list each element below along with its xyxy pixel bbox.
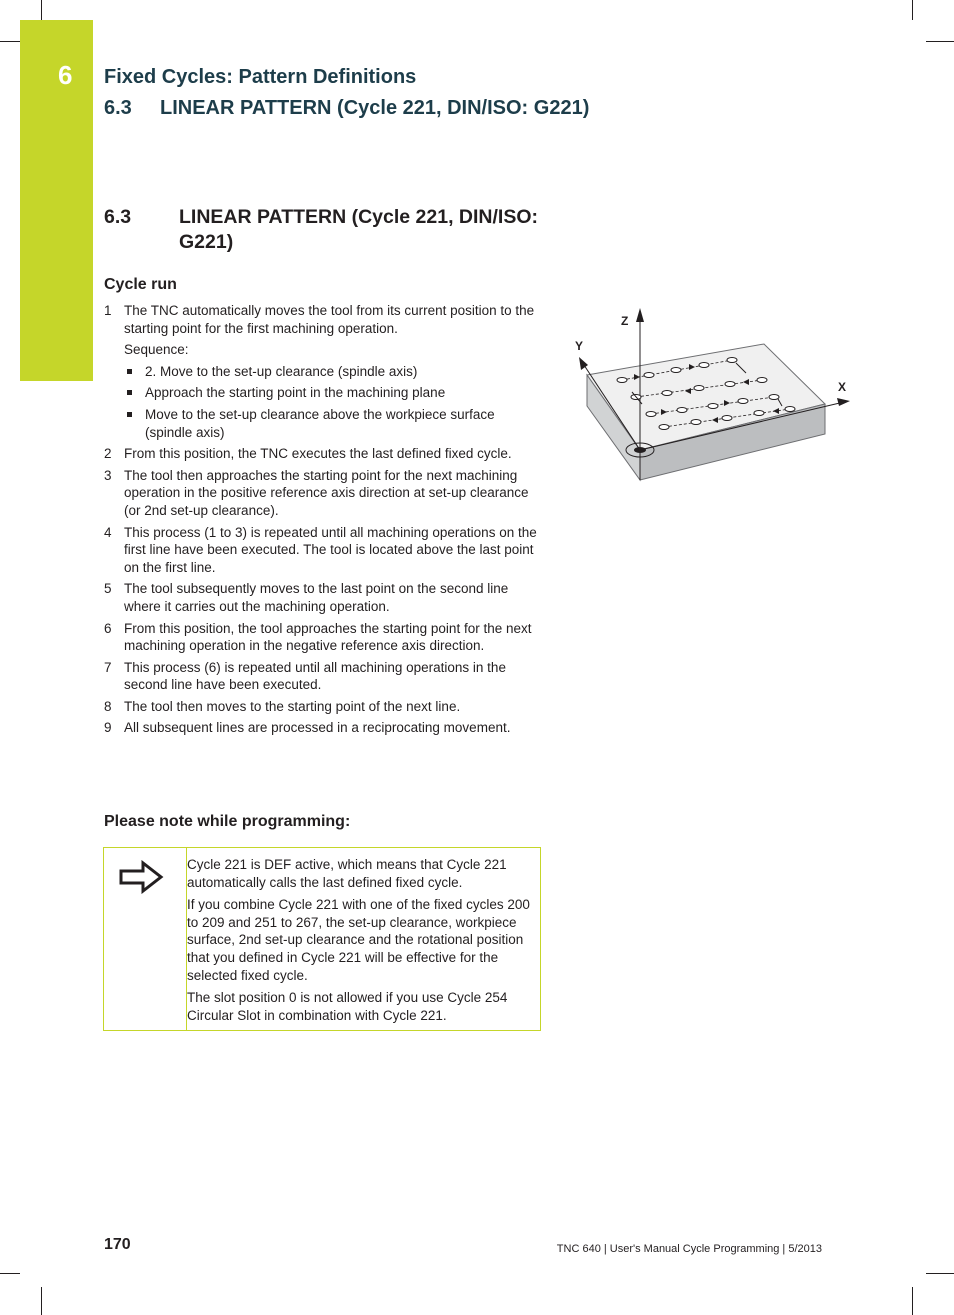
sequence-list — [124, 363, 540, 441]
sequence-label: Sequence: — [124, 342, 189, 358]
page-number: 170 — [104, 1236, 131, 1253]
step-text: The tool then approaches the starting point for the next machining operation in the positive reference axis direction at set-up clearance (or 2nd set-up clearance). — [124, 467, 529, 518]
step-text: From this position, the tool approaches the starting point for the next machining operation in the negative reference axis direction. — [124, 620, 532, 654]
note-text — [187, 856, 532, 1029]
crop-mark — [926, 41, 954, 42]
note-box — [103, 847, 541, 1031]
list-item — [104, 719, 540, 737]
crop-mark — [0, 41, 20, 42]
crop-mark — [926, 1273, 954, 1274]
step-number: 7 — [104, 659, 112, 675]
list-item — [104, 698, 540, 716]
axis-label-z: Z — [621, 314, 629, 328]
cycle-run-steps — [104, 302, 540, 741]
note-heading: Please note while programming: — [104, 813, 351, 830]
step-number: 3 — [104, 467, 112, 483]
axis-label-y: Y — [575, 339, 584, 353]
step-number: 9 — [104, 720, 112, 736]
crop-mark — [41, 1287, 42, 1315]
step-number: 1 — [104, 303, 112, 318]
step-text: This process (6) is repeated until all machining operations in the second line have been executed. — [124, 659, 506, 693]
list-item — [104, 467, 540, 520]
crop-mark — [912, 0, 913, 20]
step-number: 8 — [104, 698, 112, 714]
list-item — [104, 524, 540, 577]
step-number: 5 — [104, 581, 112, 597]
step-text: From this position, the TNC executes the last defined fixed cycle. — [124, 446, 512, 462]
running-header-section-title: LINEAR PATTERN (Cycle 221, DIN/ISO: G221) — [160, 97, 590, 119]
crop-mark — [0, 1273, 20, 1274]
list-item — [104, 302, 540, 441]
note-paragraph: Cycle 221 is DEF active, which means that Cycle 221 automatically calls the last defined fixed cycle. — [187, 857, 507, 890]
cycle-run-heading: Cycle run — [104, 276, 177, 293]
step-text: The tool then moves to the starting point of the next line. — [124, 698, 461, 714]
step-text: The tool subsequently moves to the last point on the second line where it carries out the machining operation. — [124, 581, 509, 614]
linear-pattern-diagram — [560, 300, 860, 490]
list-item — [104, 580, 540, 615]
z-axis-arrowhead — [636, 308, 644, 322]
step-text: All subsequent lines are processed in a reciprocating movement. — [124, 720, 511, 736]
x-axis-arrowhead — [837, 398, 850, 406]
crop-mark — [912, 1287, 913, 1315]
step-number: 4 — [104, 524, 112, 540]
list-item: Approach the starting point in the machining plane — [124, 384, 540, 402]
chapter-tab — [20, 20, 93, 381]
section-title-text: LINEAR PATTERN (Cycle 221, DIN/ISO: G221) — [179, 206, 539, 253]
y-axis-arrowhead — [579, 357, 588, 370]
axis-label-x: X — [838, 380, 847, 394]
origin-marker — [634, 447, 646, 453]
note-paragraph: If you combine Cycle 221 with one of the fixed cycles 200 to 209 and 251 to 267, the set-up clearance, workpiece surface, 2nd set-up clearance and the rotational position that you defined in Cycle 221 will be effective for the selected fixed cycle. — [187, 897, 530, 983]
list-item: Move to the set-up clearance above the workpiece surface (spindle axis) — [124, 406, 540, 441]
list-item — [104, 445, 540, 463]
section-number: 6.3 — [104, 206, 132, 228]
step-number: 2 — [104, 446, 112, 462]
step-number: 6 — [104, 620, 112, 636]
list-item — [104, 659, 540, 694]
crop-mark — [41, 0, 42, 20]
arrow-right-icon — [118, 860, 164, 894]
list-item: 2. Move to the set-up clearance (spindle axis) — [124, 363, 540, 381]
chapter-number: 6 — [58, 60, 73, 90]
list-item — [104, 620, 540, 655]
step-text: The TNC automatically moves the tool from its current position to the starting point for the first machining operation. — [124, 303, 535, 336]
running-header-section-number: 6.3 — [104, 97, 132, 119]
running-header-section — [104, 97, 589, 120]
note-paragraph: The slot position 0 is not allowed if you use Cycle 254 Circular Slot in combination with Cycle 221. — [187, 990, 508, 1023]
running-header-chapter: Fixed Cycles: Pattern Definitions — [104, 66, 417, 88]
step-text: This process (1 to 3) is repeated until all machining operations on the first line have been executed. The tool is located above the last point on the first line. — [124, 524, 537, 575]
footer-meta: TNC 640 | User's Manual Cycle Programming | 5/2013 — [556, 1243, 822, 1255]
